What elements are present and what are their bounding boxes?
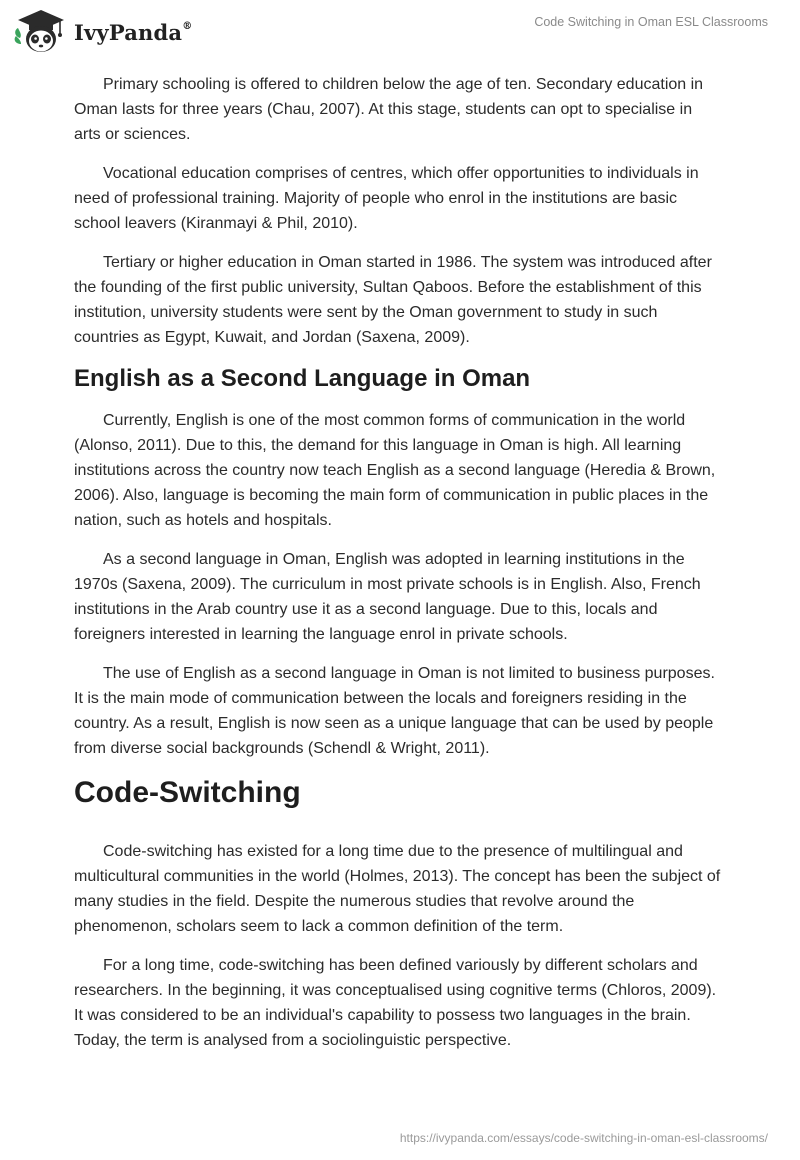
source-url[interactable]: https://ivypanda.com/essays/code-switching-in-oman-esl-classrooms/ <box>399 1131 768 1145</box>
page-header <box>0 0 800 62</box>
paragraph: Vocational education comprises of centres, which offer opportunities to individuals in need of professional training. Majority of people who enrol in the institutions are basic school leavers (Kiranmayi & Phil, 2010). <box>74 165 699 232</box>
logo-wordmark: IvyPanda® <box>74 19 193 45</box>
section-heading-code-switching: Code-Switching <box>74 776 301 809</box>
paragraph: For a long time, code-switching has been defined variously by different scholars and researchers. In the beginning, it was conceptualised using cognitive terms (Chloros, 2009). It was considered to be an individual's capability to possess two languages in the brain. Today, the term is analysed from a sociolinguistic perspective. <box>74 957 717 1049</box>
paragraph: The use of English as a second language in Oman is not limited to business purposes. It is the main mode of communication between the locals and foreigners residing in the country. As a result, English is now seen as a unique language that can be used by people from diverse social backgrounds (Schendl & Wright, 2011). <box>74 665 715 757</box>
paragraph: Tertiary or higher education in Oman started in 1986. The system was introduced after the founding of the first public university, Sultan Qaboos. Before the establishment of this institution, university students were sent by the Oman government to study in such countries as Egypt, Kuwait, and Jordan (Saxena, 2009). <box>74 254 712 346</box>
paragraph: As a second language in Oman, English was adopted in learning institutions in the 1970s (Saxena, 2009). The curriculum in most private schools is in English. Also, French institutions in the Arab country use it as a second language. Due to this, locals and foreigners interested in learning the language enrol in private schools. <box>74 551 701 643</box>
essay-content <box>74 72 722 1067</box>
panda-logo-icon <box>12 8 70 54</box>
paragraph: Currently, English is one of the most common forms of communication in the world (Alonso, 2011). Due to this, the demand for this language in Oman is high. All learning institutions across the country now teach English as a second language (Heredia & Brown, 2006). Also, language is becoming the main form of communication in public places in the nation, such as hotels and hospitals. <box>74 412 716 529</box>
paragraph: Code-switching has existed for a long time due to the presence of multilingual and multicultural communities in the world (Holmes, 2013). The concept has been the subject of many studies in the field. Despite the numerous studies that revolve around the phenomenon, scholars seem to lack a common definition of the term. <box>74 843 721 935</box>
section-heading-esl: English as a Second Language in Oman <box>74 365 531 392</box>
document-title: Code Switching in Oman ESL Classrooms <box>534 15 768 29</box>
ivypanda-logo[interactable] <box>12 8 192 54</box>
paragraph: Primary schooling is offered to children below the age of ten. Secondary education in Oman lasts for three years (Chau, 2007). At this stage, students can opt to specialise in arts or sciences. <box>74 76 704 143</box>
